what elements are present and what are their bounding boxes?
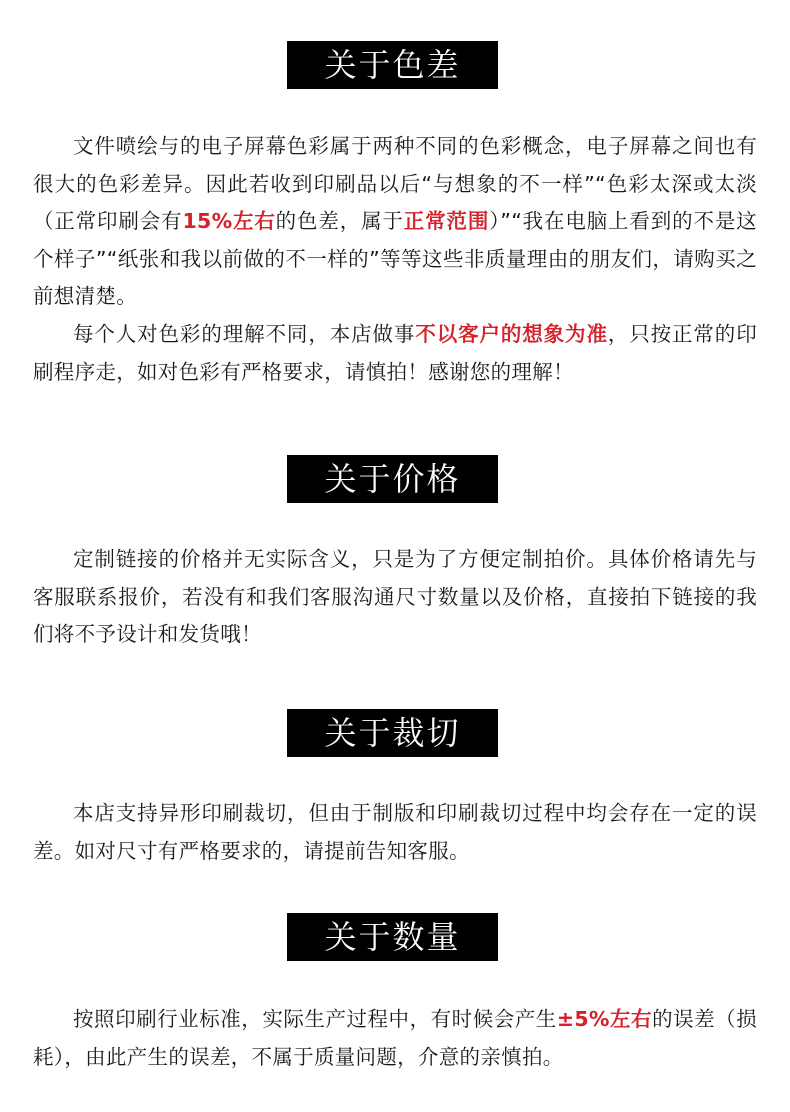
color-difference-paragraph-2 [33,316,757,391]
text-segment: 文件喷绘与的电子屏幕色彩属于两种不同的色彩概念，电子屏幕之间也有很大的色彩差异。因此若收到印刷品以后“与想象的不一样”“色彩太深或太淡（正常印刷会有 [33,134,757,233]
quantity-paragraph [33,1001,757,1076]
highlight-5-percent: ±5%左右 [556,1007,653,1031]
section-title-price: 关于价格 [287,455,498,503]
section-title-quantity: 关于数量 [287,913,498,961]
text-segment: 的误差（损耗），由此产生的误差，不属于质量问题，介意的亲慎拍。 [33,1007,758,1069]
text-segment: 按照印刷行业标准，实际生产过程中，有时候会产生 [73,1007,557,1031]
text-segment: 本店支持异形印刷裁切，但由于制版和印刷裁切过程中均会存在一定的误差。如对尺寸有严格要求的，请提前告知客服。 [33,801,757,863]
text-segment: ）”“我在电脑上看到的不是这个样子”“纸张和我以前做的不一样的”等等这些非质量理由的朋友们，请购买之前想清楚。 [33,209,757,308]
color-difference-paragraph-1 [33,128,757,316]
section-title-cutting: 关于裁切 [287,709,498,757]
cutting-paragraph [33,795,757,870]
text-segment: 定制链接的价格并无实际含义，只是为了方便定制拍价。具体价格请先与客服联系报价，若没有和我们客服沟通尺寸数量以及价格，直接拍下链接的我们将不予设计和发货哦！ [33,547,757,646]
text-segment: 每个人对色彩的理解不同，本店做事 [73,322,416,346]
highlight-not-imagination: 不以客户的想象为准 [415,322,608,346]
text-segment: 的色差，属于 [275,209,404,233]
section-title-color-difference: 关于色差 [287,41,498,89]
price-paragraph [33,541,757,654]
highlight-normal-range: 正常范围 [403,209,490,233]
highlight-15-percent: 15%左右 [182,209,276,233]
text-segment: ，只按正常的印刷程序走，如对色彩有严格要求，请慎拍！感谢您的理解！ [33,322,758,384]
